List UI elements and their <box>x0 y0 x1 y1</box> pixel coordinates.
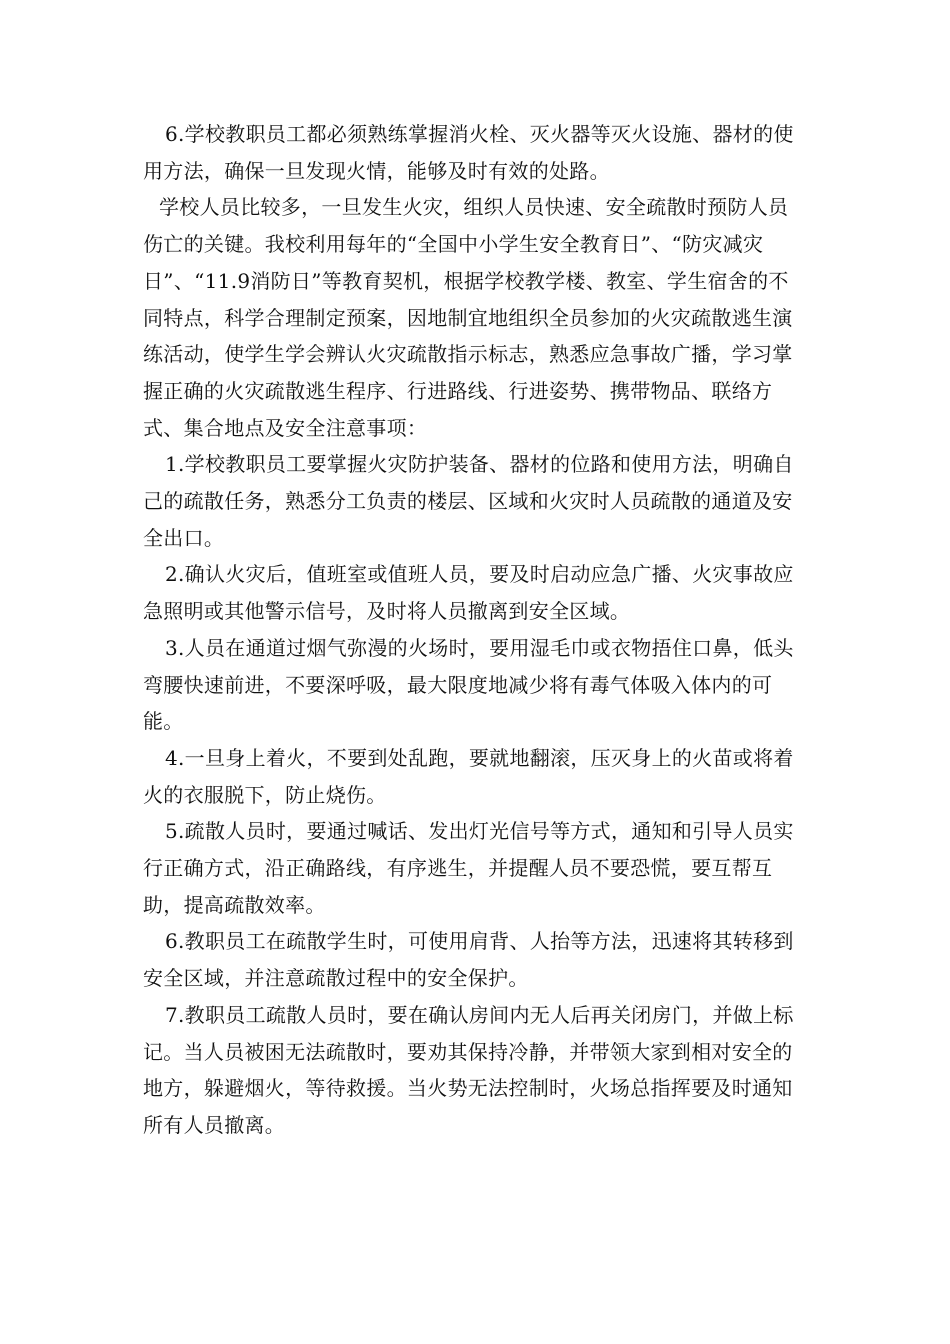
document-body <box>143 116 807 1144</box>
paragraph-item-4: 4.一旦身上着火，不要到处乱跑，要就地翻滚，压灭身上的火苗或将着火的衣服脱下，防止烧伤。 <box>143 745 794 807</box>
paragraph-item-2: 2.确认火灾后，值班室或值班人员，要及时启动应急广播、火灾事故应急照明或其他警示信号，及时将人员撤离到安全区域。 <box>143 562 794 624</box>
paragraph-item-1: 1.学校教职员工要掌握火灾防护装备、器材的位路和使用方法，明确自己的疏散任务，熟悉分工负责的楼层、区域和火灾时人员疏散的通道及安全出口。 <box>143 452 794 550</box>
paragraph-item-6: 6.教职员工在疏散学生时，可使用肩背、人抬等方法，迅速将其转移到安全区域，并注意疏散过程中的安全保护。 <box>143 929 794 991</box>
paragraph-item-6-equipment: 6.学校教职员工都必须熟练掌握消火栓、灭火器等灭火设施、器材的使用方法，确保一旦发现火情，能够及时有效的处路。 <box>143 122 794 183</box>
paragraph-item-7: 7.教职员工疏散人员时，要在确认房间内无人后再关闭房门，并做上标记。当人员被困无法疏散时，要劝其保持冷静，并带领大家到相对安全的地方，躲避烟火，等待救援。当火势无法控制时，火场总指挥要及时通知所有人员撤离。 <box>143 1002 794 1137</box>
paragraph-item-5: 5.疏散人员时，要通过喊话、发出灯光信号等方式，通知和引导人员实行正确方式，沿正确路线，有序逃生，并提醒人员不要恐慌，要互帮互助，提高疏散效率。 <box>143 819 794 917</box>
paragraph-item-3: 3.人员在通道过烟气弥漫的火场时，要用湿毛巾或衣物捂住口鼻，低头弯腰快速前进，不要深呼吸，最大限度地减少将有毒气体吸入体内的可能。 <box>143 635 794 734</box>
paragraph-evacuation-intro: 学校人员比较多，一旦发生火灾，组织人员快速、安全疏散时预防人员伤亡的关键。我校利用每年的“全国中小学生安全教育日”、“防灾减灾日”、“11.9消防日”等教育契机，根据学校教学楼、教室、学生宿舍的不同特点，科学合理制定预案，因地制宜地组织全员参加的火灾疏散逃生演练活动，使学生学会辨认火灾疏散指示标志，熟悉应急事故广播，学习掌握正确的火灾疏散逃生程序、行进路线、行进姿势、携带物品、联络方式、集合地点及安全注意事项： <box>143 195 793 440</box>
